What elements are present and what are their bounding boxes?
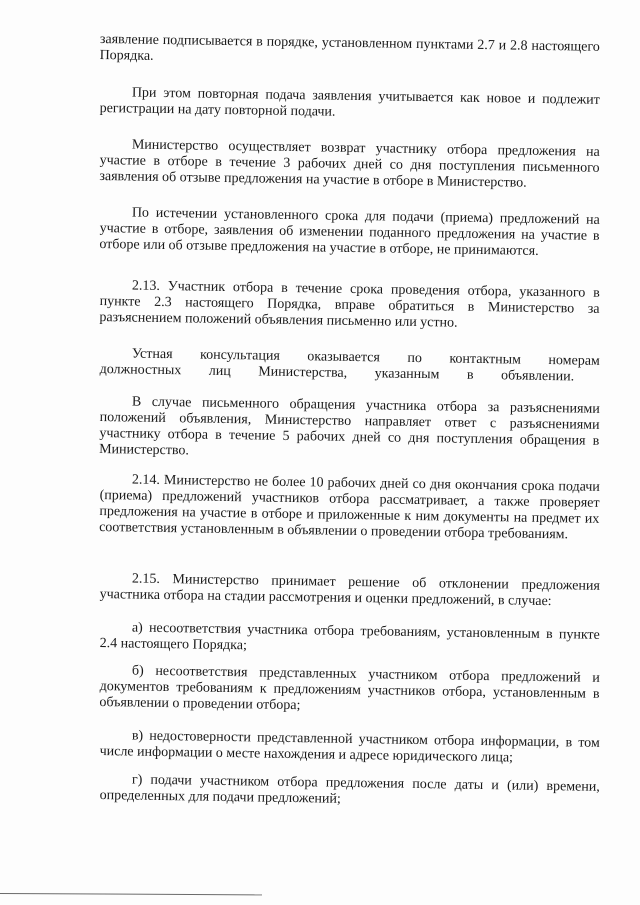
list-item-v: в) недостоверности представленной участником отбора информации, в том числе информации о месте нахождения и адресе юридического лица; xyxy=(99,728,600,766)
paragraph-2-15: 2.15. Министерство принимает решение об отклонении предложения участника отбора на стадии рассмотрения и оценки предложений, в случае: xyxy=(99,571,600,610)
paragraph-written-request: В случае письменного обращения участника отбора за разъяснениями положений объявления, Министерство направляет ответ с разъяснениями участнику отбора в течение 5 рабочих дней со дня поступления обращения в Министерство. xyxy=(99,394,600,459)
paragraph-2-13: 2.13. Участник отбора в течение срока проведения отбора, указанного в пункте 2.3 настоящего Порядка, вправе обратиться в Министерство за разъяснением положений объявления письменно или устно. xyxy=(99,278,600,331)
paragraph-oral-consultation: Устная консультация оказывается по контактным номерам должностных лиц Министерства, указанным в объявлении. xyxy=(99,346,600,385)
paragraph-continuation: заявление подписывается в порядке, установленном пунктами 2.7 и 2.8 настоящего Порядка. xyxy=(99,32,600,64)
paragraph-deadline: По истечении установленного срока для подачи (приема) предложений на участие в отборе, заявления об изменении поданного предложения на участие в отборе или об отзыве предложения на участие в отборе, не принимаются. xyxy=(99,205,600,259)
paragraph-2-14: 2.14. Министерство не более 10 рабочих дней со дня окончания срока подачи (приема) предложений участников отбора рассматривает, а также проверяет предложения на участие в отборе и приложенные к ним документы на предмет их соответствия установленным в объявлении о проведении отбора требованиям. xyxy=(99,472,600,543)
footer-divider xyxy=(0,893,262,895)
list-item-g: г) подачи участником отбора предложения после даты и (или) времени, определенных для подачи предложений; xyxy=(99,772,600,807)
paragraph-return-proposal: Министерство осуществляет возврат участнику отбора предложения на участие в отборе в течение 3 рабочих дней со дня поступления письменного заявления об отзыве предложения на участие в отборе в Министерство. xyxy=(99,137,600,191)
list-item-a: а) несоответствия участника отбора требованиям, установленным в пункте 2.4 настоящего Порядка; xyxy=(99,620,600,654)
list-item-b: б) несоответствия представленных участником отбора предложений и документов требованиям к предложениям участников отбора, установленным в объявлении о проведении отбора; xyxy=(99,663,600,714)
paragraph-repeat-submission: При этом повторная подача заявления учитывается как новое и подлежит регистрации на дату повторной подачи. xyxy=(99,85,600,120)
